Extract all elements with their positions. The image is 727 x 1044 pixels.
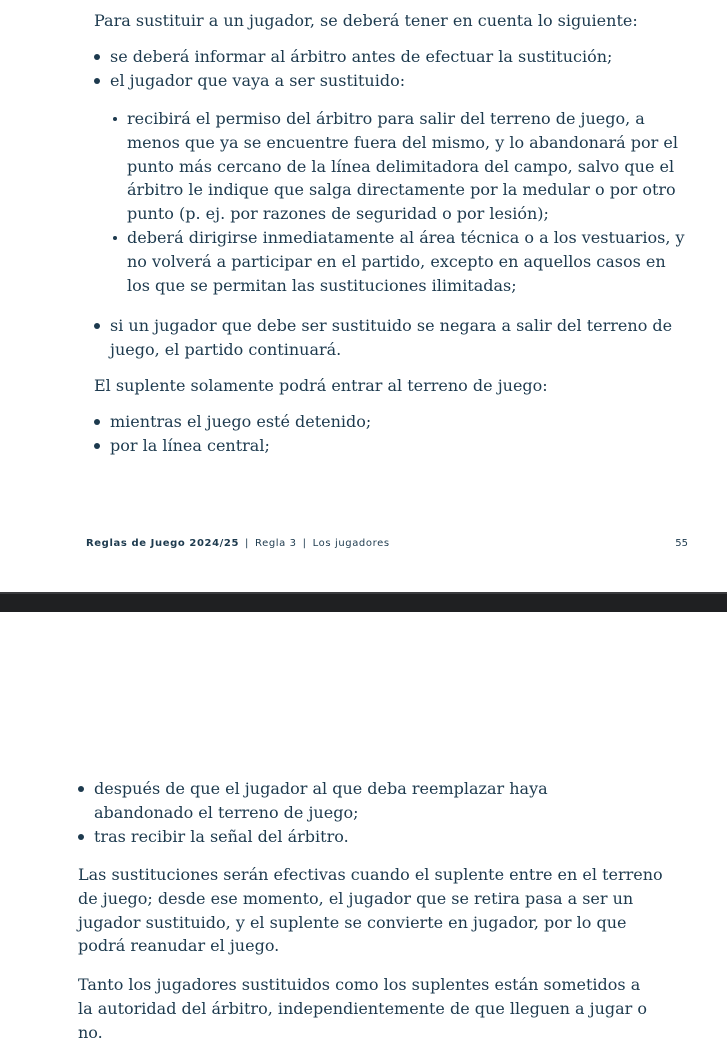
list-item: mientras el juego esté detenido; <box>94 410 694 434</box>
entry-conditions-list <box>94 410 694 458</box>
list-item: se deberá informar al árbitro antes de efectuar la sustitución; <box>94 45 694 69</box>
document-page-56 <box>0 612 727 1042</box>
page-separator <box>0 592 727 612</box>
list-item: tras recibir la señal del árbitro. <box>78 825 638 849</box>
page-footer <box>86 536 690 552</box>
page-number: 55 <box>675 538 688 549</box>
footer-section: Los jugadores <box>312 538 390 549</box>
substitution-requirements-list <box>94 45 694 93</box>
entry-conditions-list-continued <box>78 777 638 848</box>
footer-rule: Regla 3 <box>255 538 297 549</box>
referee-authority-paragraph: Tanto los jugadores sustituidos como los suplentes están sometidos a la autoridad del árbitro, independientemente de que lleguen a jugar o no. <box>78 975 648 1042</box>
footer-divider: | <box>302 538 307 549</box>
list-item: por la línea central; <box>94 434 694 458</box>
footer-brand: Reglas de Juego 2024/25 <box>86 538 240 549</box>
effective-substitution-paragraph: Las sustituciones serán efectivas cuando el suplente entre en el terreno de juego; desde ese momento, el jugador que se retira pasa a ser un jugador sustituido, y el suplente se convierte en jugador, por lo que podrá reanudar el juego. <box>78 865 663 956</box>
substituted-player-sublist <box>113 107 693 297</box>
sublist-item: recibirá el permiso del árbitro para salir del terreno de juego, a menos que ya se encuentre fuera del mismo, y lo abandonará por el punto más cercano de la línea delimitadora del campo, salvo que el árbitro le indique que salga directamente por la medular o por otro punto (p. ej. por razones de seguridad o por lesión); <box>113 107 693 226</box>
substitute-entry-paragraph: El suplente solamente podrá entrar al terreno de juego: <box>94 376 548 395</box>
list-item: después de que el jugador al que deba reemplazar haya abandonado el terreno de juego; <box>78 777 638 825</box>
intro-paragraph: Para sustituir a un jugador, se deberá tener en cuenta lo siguiente: <box>94 11 638 30</box>
sublist-item: deberá dirigirse inmediatamente al área técnica o a los vestuarios, y no volverá a participar en el partido, excepto en aquellos casos en los que se permitan las sustituciones ilimitadas; <box>113 226 693 297</box>
footer-divider: | <box>245 538 249 549</box>
list-item: el jugador que vaya a ser sustituido: <box>94 69 694 93</box>
list-item: si un jugador que debe ser sustituido se negara a salir del terreno de juego, el partido continuará. <box>94 314 694 362</box>
refusal-list <box>94 314 694 362</box>
